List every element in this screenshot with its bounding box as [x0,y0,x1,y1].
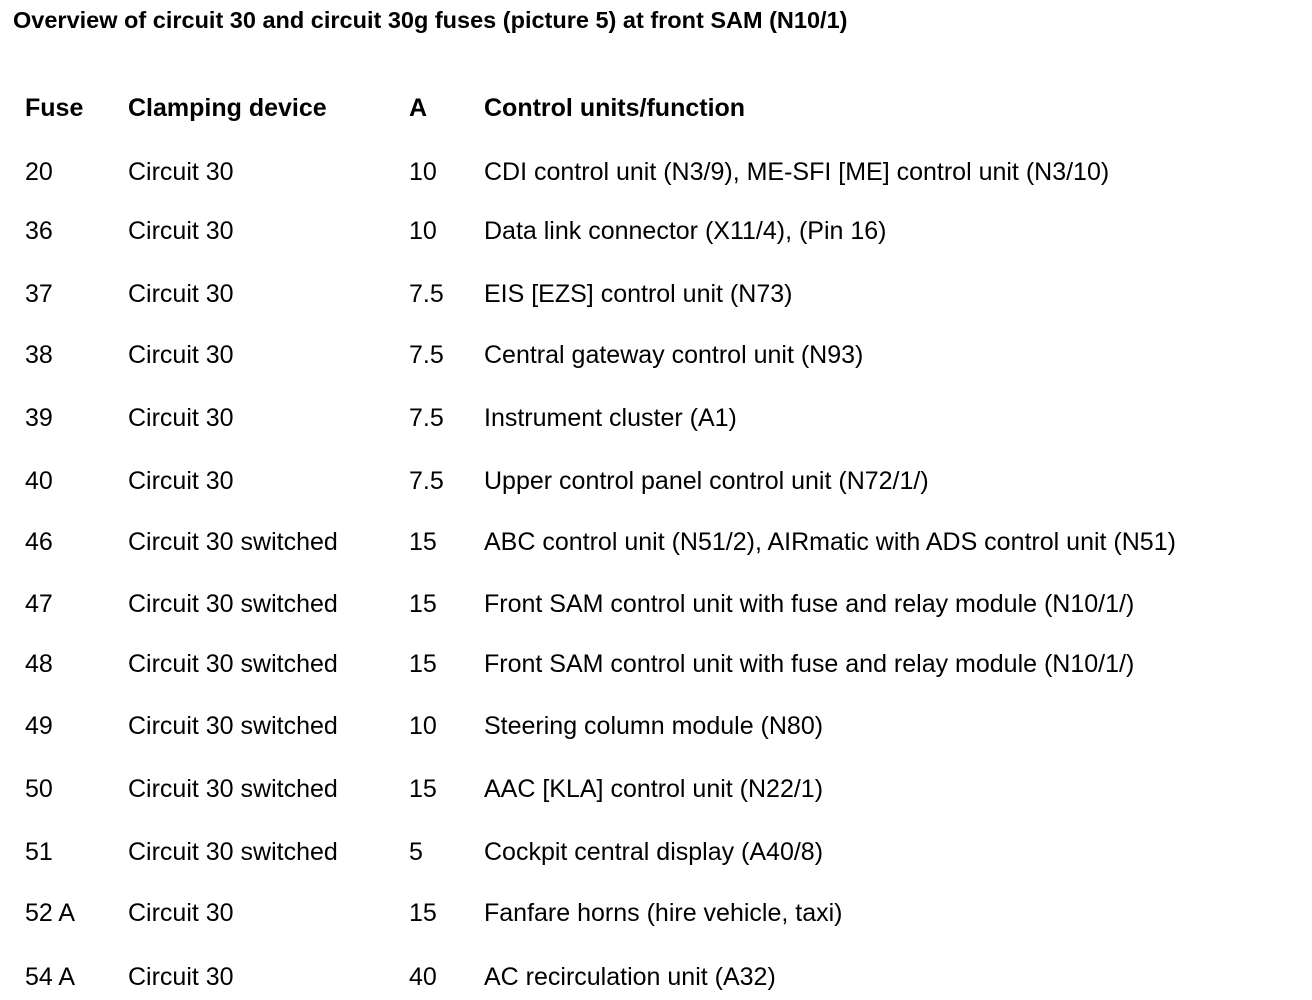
fuse-number: 51 [25,838,53,866]
fuse-number: 54 A [25,963,76,991]
control-unit-function: Data link connector (X11/4), (Pin 16) [484,217,887,245]
control-unit-function: Central gateway control unit (N93) [484,341,864,369]
fuse-number: 48 [25,650,53,678]
control-unit-function: Front SAM control unit with fuse and relay module (N10/1/) [484,590,1135,618]
clamping-device: Circuit 30 [128,467,234,495]
amperage: 40 [409,963,437,991]
amperage: 15 [409,650,437,678]
clamping-device: Circuit 30 [128,158,234,186]
clamping-device: Circuit 30 [128,341,234,369]
fuse-number: 37 [25,280,53,308]
fuse-number: 36 [25,217,53,245]
fuse-number: 49 [25,712,53,740]
amperage: 15 [409,528,437,556]
page-title: Overview of circuit 30 and circuit 30g fuses (picture 5) at front SAM (N10/1) [13,7,848,33]
header-clamping-device: Clamping device [128,94,327,122]
clamping-device: Circuit 30 [128,280,234,308]
clamping-device: Circuit 30 switched [128,590,338,618]
control-unit-function: Front SAM control unit with fuse and relay module (N10/1/) [484,650,1135,678]
amperage: 15 [409,899,437,927]
amperage: 7.5 [409,341,444,369]
control-unit-function: Upper control panel control unit (N72/1/) [484,467,929,495]
fuse-number: 46 [25,528,53,556]
control-unit-function: Steering column module (N80) [484,712,824,740]
fuse-number: 47 [25,590,53,618]
clamping-device: Circuit 30 switched [128,528,338,556]
control-unit-function: Instrument cluster (A1) [484,404,737,432]
control-unit-function: CDI control unit (N3/9), ME-SFI [ME] control unit (N3/10) [484,158,1110,186]
header-fuse: Fuse [25,94,84,122]
clamping-device: Circuit 30 [128,217,234,245]
control-unit-function: AAC [KLA] control unit (N22/1) [484,775,824,803]
fuse-number: 50 [25,775,53,803]
control-unit-function: Cockpit central display (A40/8) [484,838,824,866]
amperage: 15 [409,590,437,618]
fuse-number: 52 A [25,899,76,927]
fuse-number: 39 [25,404,53,432]
amperage: 5 [409,838,423,866]
clamping-device: Circuit 30 switched [128,775,338,803]
clamping-device: Circuit 30 switched [128,838,338,866]
clamping-device: Circuit 30 [128,404,234,432]
amperage: 7.5 [409,280,444,308]
control-unit-function: AC recirculation unit (A32) [484,963,776,991]
amperage: 15 [409,775,437,803]
fuse-number: 38 [25,341,53,369]
clamping-device: Circuit 30 switched [128,650,338,678]
control-unit-function: ABC control unit (N51/2), AIRmatic with ADS control unit (N51) [484,528,1176,556]
amperage: 10 [409,712,437,740]
header-control-units-function: Control units/function [484,94,746,122]
amperage: 7.5 [409,467,444,495]
clamping-device: Circuit 30 [128,899,234,927]
clamping-device: Circuit 30 switched [128,712,338,740]
amperage: 10 [409,158,437,186]
fuse-number: 20 [25,158,53,186]
clamping-device: Circuit 30 [128,963,234,991]
amperage: 10 [409,217,437,245]
control-unit-function: Fanfare horns (hire vehicle, taxi) [484,899,843,927]
amperage: 7.5 [409,404,444,432]
control-unit-function: EIS [EZS] control unit (N73) [484,280,793,308]
fuse-number: 40 [25,467,53,495]
header-amperage: A [409,94,428,122]
